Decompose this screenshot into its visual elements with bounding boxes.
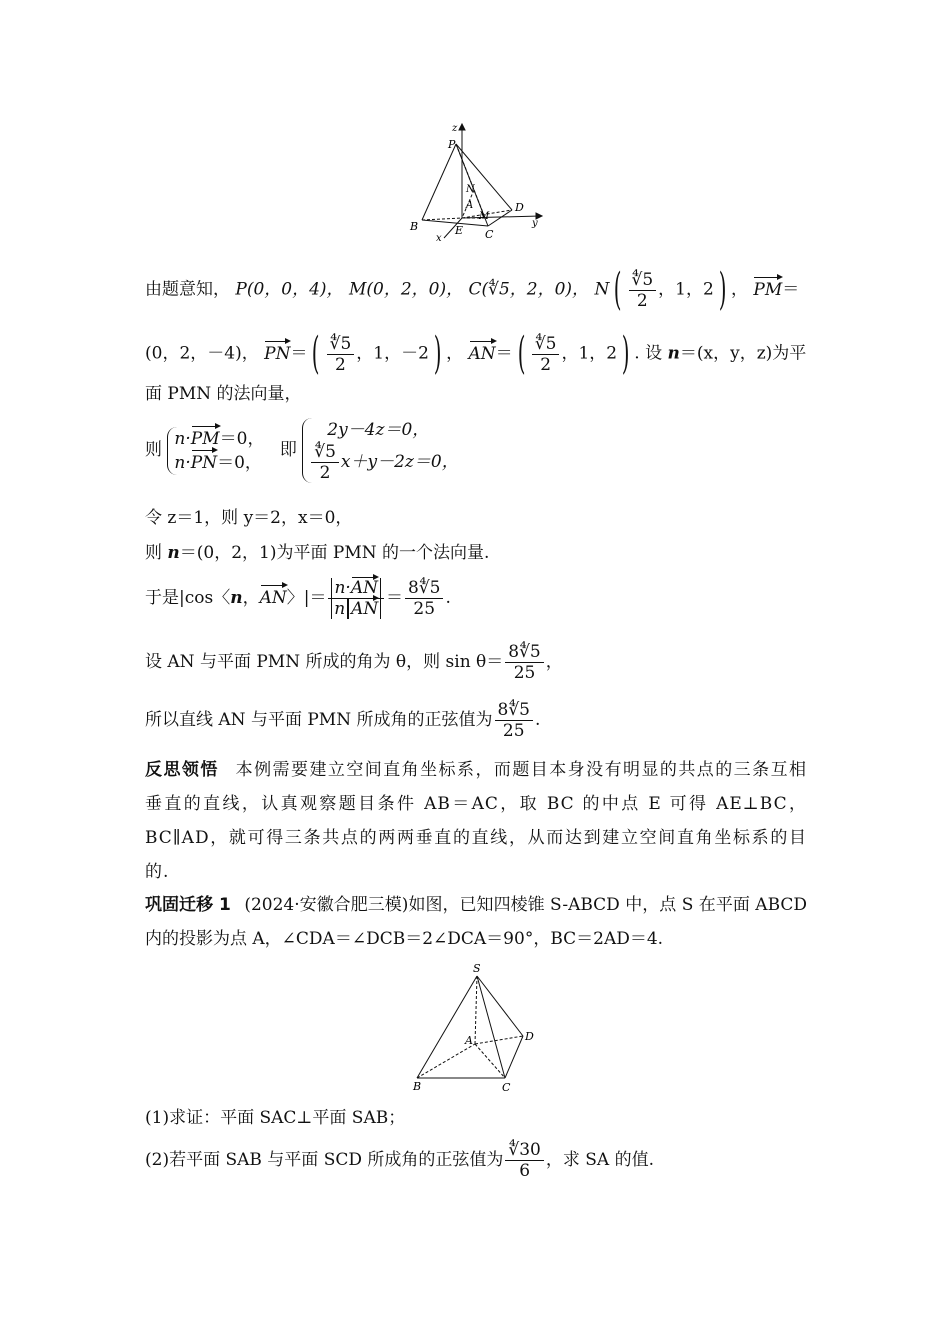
label-D: D xyxy=(525,1030,534,1043)
line-7-cos: 于是|cos〈n，AN〉|＝ $\frac{n\cdot AN}{\text{n AN}}$ ＝ $\frac{8∜5}{25}$ . xyxy=(145,578,451,619)
text: ＝ xyxy=(782,279,800,300)
line-1: 由题意知， P(0，0，4)， M(0，2，0)， C(∜5，2，0)， N ( $\frac{∜5}{2}$ ，1，2 ) ， PM＝ xyxy=(145,264,800,315)
line-2: (0，2，－4)， PN＝ ( $\frac{∜5}{2}$ ，1，－2 ) ， AN＝ ( $\frac{∜5}{2}$ ，1，2 ) . 设 n＝(x，y，z)为平 xyxy=(145,328,807,379)
system-1: n·PM＝0， n·PN＝0， xyxy=(167,427,264,475)
line-5: 令 z＝1，则 y＝2，x＝0， xyxy=(145,508,353,528)
line-4-system xyxy=(145,418,459,483)
exercise-text: 如图，已知四棱锥 S-ABCD 中，点 S 在平面 ABCD 内的投影为点 A，∠CDA＝∠DCB＝2∠DCA＝90°，BC＝2AD＝4. xyxy=(145,895,808,949)
point-M: M(0，2，0)， xyxy=(348,279,464,300)
figure-1-pyramid xyxy=(400,118,550,244)
label-D: D xyxy=(515,201,524,214)
label-S: S xyxy=(473,962,481,975)
text: 即 xyxy=(279,440,297,460)
reflection-paragraph xyxy=(145,753,807,889)
label-B: B xyxy=(410,220,419,233)
text: ，1，－2 xyxy=(356,343,429,364)
label-E: E xyxy=(455,224,464,237)
vector-PN: PN xyxy=(264,343,291,364)
label-A: A xyxy=(466,200,474,211)
text: . 设 xyxy=(634,343,663,364)
question-2: (2)若平面 SAB 与平面 SCD 所成角的正弦值为 $\frac{∜30}{6}$ ，求 SA 的值. xyxy=(145,1140,655,1181)
label-A: A xyxy=(465,1034,473,1047)
vector-PM-value: (0，2，－4)， xyxy=(145,343,259,364)
label-y: y xyxy=(532,218,538,229)
figure-2-pyramid xyxy=(405,960,545,1096)
label-B: B xyxy=(413,1080,422,1093)
text: 则 xyxy=(145,440,162,460)
label-P: P xyxy=(448,138,456,151)
label-N: N xyxy=(466,184,475,195)
reflection-text: 本例需要建立空间直角坐标系，而题目本身没有明显的共点的三条互相垂直的直线，认真观察题目条件 AB＝AC，取 BC 的中点 E 可得 AE⊥BC，BC∥AD，就可得三条共点的两两垂直的直线，从而达到建立空间直角坐标系的目的. xyxy=(145,760,808,882)
point-N: N xyxy=(594,279,610,300)
reflection-title: 反思领悟 xyxy=(145,760,219,780)
fraction: $\frac{∜5}{2}$ xyxy=(327,334,355,375)
line-8-sin: 设 AN 与平面 PMN 所成的角为 θ，则 sin θ＝ $\frac{8∜5}{25}$ ， xyxy=(145,642,563,683)
label-C: C xyxy=(502,1081,511,1094)
vector-n: n xyxy=(167,543,180,563)
system-2: 2y－4z＝0， $\frac{∜5}{2}$ x＋y－2z＝0， xyxy=(302,418,458,483)
text: 由题意知， xyxy=(145,279,230,300)
exercise-title: 巩固迁移 1 xyxy=(145,895,231,915)
vector-n: n xyxy=(667,343,680,364)
label-C: C xyxy=(485,228,494,241)
exercise-paragraph xyxy=(145,888,807,956)
question-1: (1)求证：平面 SAC⊥平面 SAB； xyxy=(145,1108,406,1128)
text: ，1，2 xyxy=(561,343,618,364)
fraction: $\frac{∜5}{2}$ xyxy=(629,270,657,311)
cos-fraction: $\frac{n\cdot AN}{\text{n AN}}$ xyxy=(328,578,384,619)
label-x: x xyxy=(436,233,442,244)
label-M: M xyxy=(479,211,490,222)
text: ，1，2 xyxy=(658,279,714,300)
point-C: C(∜5，2，0)， xyxy=(468,279,590,300)
line-6: 则 n＝(0，2，1)为平面 PMN 的一个法向量. xyxy=(145,543,490,563)
vector-PM: PM xyxy=(753,279,783,300)
label-z: z xyxy=(452,123,458,134)
vector-AN: AN xyxy=(468,343,496,364)
result-fraction: $\frac{8∜5}{25}$ xyxy=(405,578,443,619)
line-9-conclusion: 所以直线 AN 与平面 PMN 所成角的正弦值为 $\frac{8∜5}{25}$ . xyxy=(145,700,541,741)
text: ＝ xyxy=(290,343,308,364)
line-3: 面 PMN 的法向量， xyxy=(145,384,302,404)
point-P: P(0，0，4)， xyxy=(235,279,344,300)
fraction: $\frac{∜5}{2}$ xyxy=(532,334,560,375)
exercise-source: (2024·安徽合肥三模) xyxy=(244,895,409,915)
text: ＝(x，y，z)为平 xyxy=(679,343,807,364)
text: ＝ xyxy=(495,343,513,364)
